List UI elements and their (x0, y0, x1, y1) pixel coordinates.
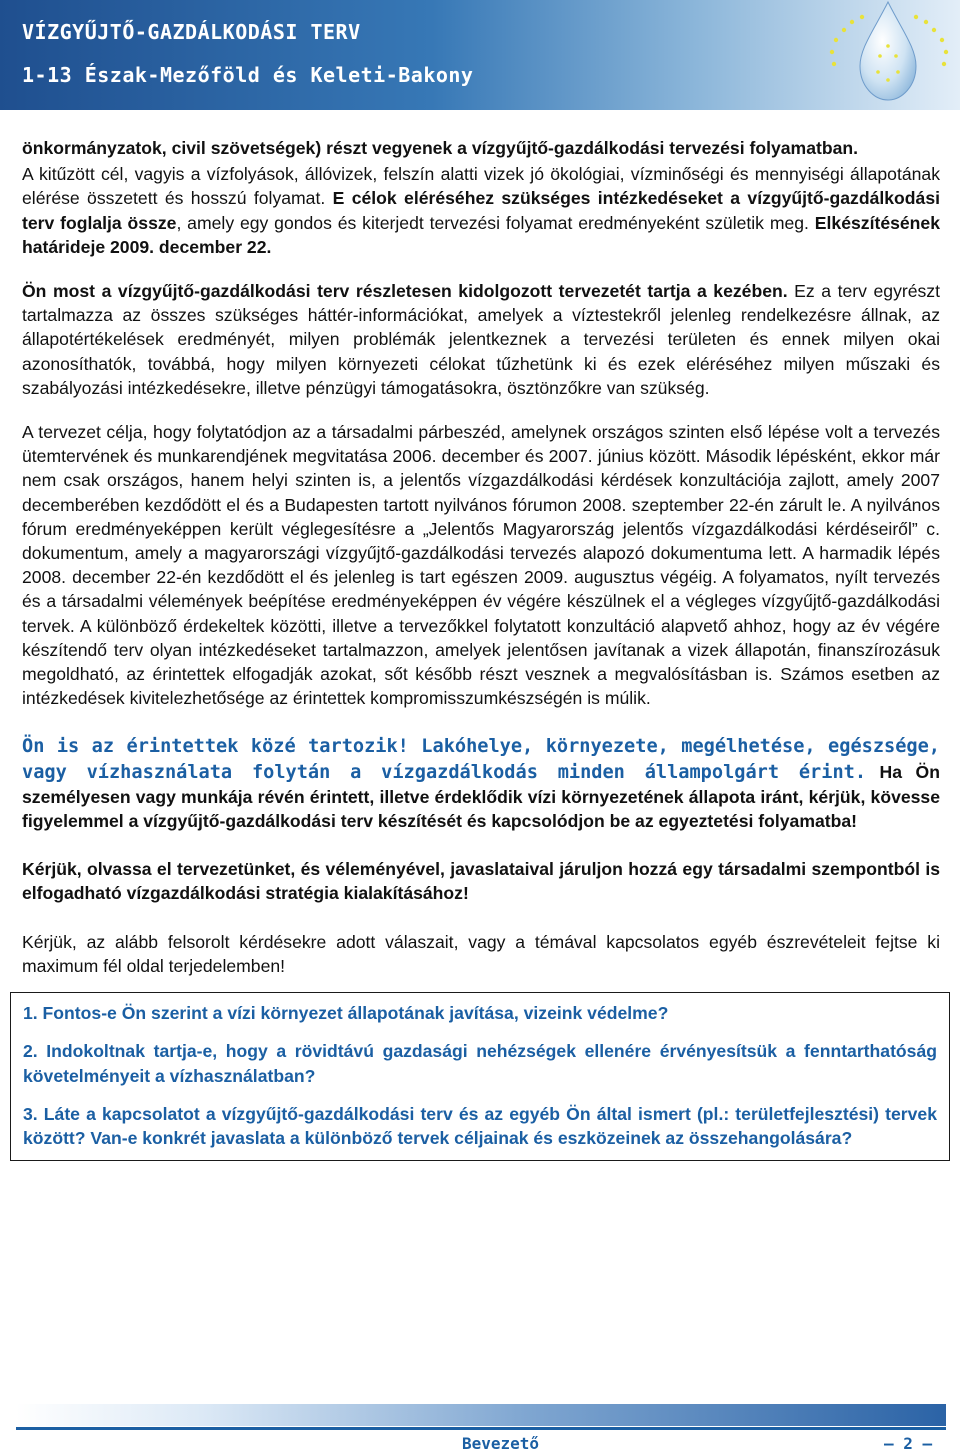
footer-gradient-bar (16, 1404, 946, 1426)
paragraph-intro-continuation: önkormányzatok, civil szövetségek) részt vegyenek a vízgyűjtő-gazdálkodási tervezési folyamatban. (22, 138, 859, 158)
goals-measures-text: E célok eléréséhez szükséges intézkedéseket a vízgyűjtő-gazdálkodási terv foglalja össze (22, 188, 940, 233)
concerned-highlight-text: Ön is az érintettek közé tartozik! Lakóhelye, környezete, megélhetése, egészsége, vagy vízhasználata folytán a vízgazdálkodás minden állampolgárt érint. (22, 736, 940, 783)
goals-process-text: , amely egy gondos és kiterjedt tervezési folyamat eredményeként születik meg. (176, 212, 815, 233)
paragraph-plan-content (22, 279, 940, 400)
paragraph-goals (22, 162, 940, 259)
header-banner (0, 0, 960, 110)
footer-section-name: Bevezető (462, 1434, 540, 1451)
paragraph-concerned (22, 734, 940, 833)
paragraph-instructions: Kérjük, az alább felsorolt kérdésekre adott válaszait, vagy a témával kapcsolatos egyéb észrevételeit fejtse ki maximum fél oldal terjedelemben! (22, 931, 940, 976)
paragraph-dialogue: A tervezet célja, hogy folytatódjon az a társadalmi párbeszéd, amelynek országos szinten első lépése volt a tervezés ütemtervének és munkarendjének megvitatása 2006. december és 2007. június között. Második lépésként, ekkor már nem csak országos, hanem helyi szinten is, a jelentős vízgazdálkodási kérdések konzultációja zajlott, amely 2007 decemberében kezdődött el és a Budapesten tartott nyilvános fórumon 2008. szeptember 22-én zárult le. A nyilvános fórum eredményeképpen került véglegesítésre a „Jelentős Magyarország jelentős vízgazdálkodási kérdéseiről” c. dokumentum, amely a magyarországi vízgyűjtő-gazdálkodási tervezés alapozó dokumentuma lett. A harmadik lépés 2008. december 22-én kezdődött el és jelenleg is tart egészen 2009. augusztus végéig. A folyamatos, nyílt tervezés és a társadalmi vélemények beépítése eredményeképpen év végére készülnek el a végleges vízgyűjtő-gazdálkodási tervek. A különböző érdekeltek közötti, illetve a tervezőkkel folytatott konzultáció alapvető ahhoz, hogy az év végére készítendő terv olyan intézkedéseket tartalmazzon, amelyek jelentősen javítanak a vizek állapotán, finanszírozásuk megoldható, az érintettek elfogadják azokat, sőt később részt vesznek a megvalósításban is. Számos esetben az intézkedések kivitelezhetősége az érintettek kompromisszumkészségén is múlik. (22, 422, 940, 709)
paragraph-request: Kérjük, olvassa el tervezetünket, és véleményével, javaslataival járuljon hozzá egy társadalmi szempontból is elfogadható vízgazdálkodási stratégia kialakításához! (22, 859, 940, 904)
deadline-text: Elkészítésének határideje 2009. december 22. (22, 212, 940, 257)
goals-text: A kitűzött cél, vagyis a vízfolyások, állóvizek, felszín alatti vizek jó ökológiai, vízminőségi és mennyiségi állapotának elérése összetett és hosszú folyamat. (22, 164, 940, 209)
questions-box (10, 992, 950, 1161)
footer-divider (16, 1427, 946, 1430)
plan-content-text: Ez a terv egyrészt tartalmazza az összes szükséges háttér-információkat, amelyek a víztestekről jelenleg rendelkezésre állnak, az állapotértékelések eredményét, milyen problémák jelentkeznek a tervezési területen és ennek milyen okai azonosíthatók, továbbá, hogy milyen környezeti célokat tűzhetünk ki és ezek eléréséhez milyen műszaki és szabályozási intézkedésekre, illetve pénzügyi támogatásokra, ösztönzőkre van szükség. (22, 281, 940, 398)
water-drop-eu-stars-logo-icon (822, 0, 960, 110)
question-3: 3. Láte a kapcsolatot a vízgyűjtő-gazdálkodási terv és az egyéb Ön által ismert (pl.: területfejlesztési) tervek között? Van-e konkrét javaslata a különböző tervek céljainak és eszközeinek az összehangolására? (23, 1103, 937, 1148)
document-body (22, 136, 940, 1161)
plan-in-hand-text: Ön most a vízgyűjtő-gazdálkodási terv részletesen kidolgozott tervezetét tartja a kezében. (22, 281, 788, 302)
document-subtitle: 1-13 Észak-Mezőföld és Keleti-Bakony (22, 63, 474, 87)
question-1: 1. Fontos-e Ön szerint a vízi környezet állapotának javítása, vizeink védelme? (23, 1003, 669, 1024)
question-2: 2. Indokoltnak tartja-e, hogy a rövidtávú gazdasági nehézségek ellenére érvényesítsük a fenntarthatóság követelményeit a vízhasználatban? (23, 1041, 937, 1086)
page-number: — 2 — (884, 1434, 933, 1451)
document-title: VÍZGYŰJTŐ-GAZDÁLKODÁSI TERV (22, 20, 361, 44)
concerned-call-text: Ha Ön személyesen vagy munkája révén érintett, illetve érdeklődik vízi környezetének állapota iránt, kérjük, kövesse figyelemmel a vízgyűjtő-gazdálkodási terv készítését és kapcsolódjon be az egyeztetési folyamatba! (22, 761, 940, 832)
